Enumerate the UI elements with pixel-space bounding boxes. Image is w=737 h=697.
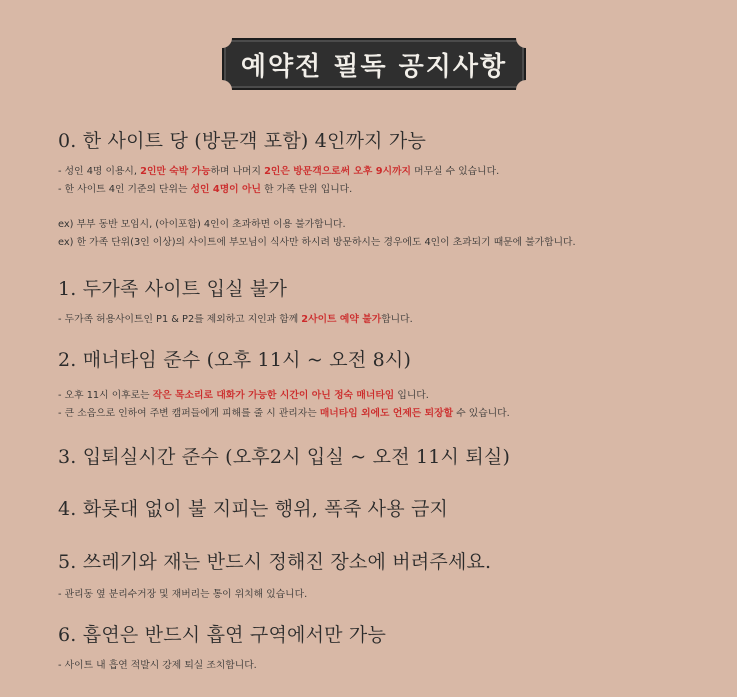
notice-line: - 큰 소음으로 인하여 주변 캠퍼들에게 피해를 줄 시 관리자는 매너타임 외에도 언제든 퇴장할 수 있습니다. (58, 408, 510, 419)
section-heading: 2. 매너타임 준수 (오후 11시 ~ 오전 8시) (58, 349, 412, 371)
section-0-body (58, 163, 727, 252)
section-heading: 6. 흡연은 반드시 흡연 구역에서만 가능 (58, 624, 387, 646)
section-heading: 1. 두가족 사이트 입실 불가 (58, 278, 288, 300)
section-1-body (58, 311, 727, 329)
notice-line: - 성인 4명 이용시, 2인만 숙박 가능하며 나머지 2인은 방문객으로써 오후 9시까지 머무실 수 있습니다. (58, 166, 500, 177)
notice-line: - 사이트 내 흡연 적발시 강제 퇴실 조치합니다. (58, 660, 257, 671)
section-2-body (58, 387, 727, 423)
title-banner (222, 38, 526, 90)
notice-line: - 두가족 허용사이트인 P1 & P2를 제외하고 지인과 함께 2사이트 예약 불가합니다. (58, 314, 413, 325)
notice-line: - 한 사이트 4인 기준의 단위는 성인 4명이 아닌 한 가족 단위 입니다. (58, 184, 353, 195)
section-4 (58, 494, 727, 521)
section-6 (58, 620, 727, 647)
example-line: ex) 한 가족 단위(3인 이상)의 사이트에 부모님이 식사만 하시려 방문하시는 경우에도 4인이 초과되기 때문에 불가합니다. (58, 237, 576, 248)
section-2 (58, 345, 727, 372)
section-1 (58, 274, 727, 301)
notice-line: - 오후 11시 이후로는 작은 목소리로 대화가 가능한 시간이 아닌 정숙 매너타임 입니다. (58, 390, 429, 401)
section-5-body (58, 586, 727, 604)
section-5 (58, 547, 727, 574)
section-heading: 5. 쓰레기와 재는 반드시 정해진 장소에 버려주세요. (58, 551, 492, 573)
notice-line: - 관리동 옆 분리수거장 및 재버리는 통이 위치해 있습니다. (58, 589, 308, 600)
section-heading: 0. 한 사이트 당 (방문객 포함) 4인까지 가능 (58, 130, 427, 152)
section-0 (58, 126, 727, 153)
section-heading: 3. 입퇴실시간 준수 (오후2시 입실 ~ 오전 11시 퇴실) (58, 446, 511, 468)
example-line: ex) 부부 동반 모임시, (아이포함) 4인이 초과하면 이용 불가합니다. (58, 219, 346, 230)
section-6-body (58, 657, 727, 675)
page-title: 예약전 필독 공지사항 (240, 51, 508, 82)
section-heading: 4. 화롯대 없이 불 지피는 행위, 폭죽 사용 금지 (58, 498, 449, 520)
section-3 (58, 442, 727, 469)
